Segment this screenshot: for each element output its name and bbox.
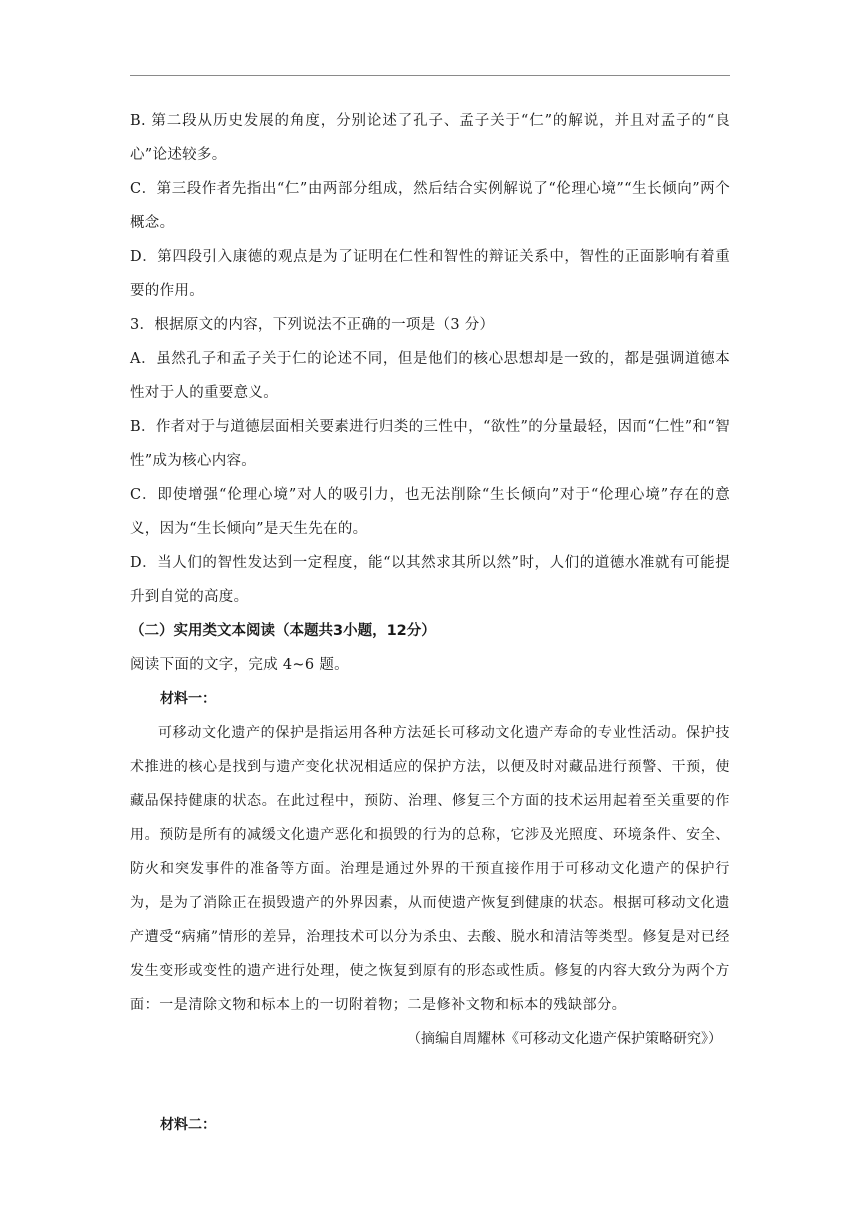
option-c-q2: C．第三段作者先指出“仁”由两部分组成，然后结合实例解说了“伦理心境”“生长倾向”两个概念。 xyxy=(130,181,730,231)
option-d-q3: D．当人们的智性发达到一定程度，能“以其然求其所以然”时，人们的道德水准就有可能提升到自觉的高度。 xyxy=(130,555,730,605)
material-2-label: 材料二： xyxy=(160,1117,216,1133)
material-1-label: 材料一： xyxy=(160,691,216,707)
page-content xyxy=(130,104,730,1142)
option-b-q2: B. 第二段从历史发展的角度，分别论述了孔子、孟子关于“仁”的解说，并且对孟子的“良心”论述较多。 xyxy=(130,113,730,163)
question-3-stem: 3．根据原文的内容，下列说法不正确的一项是（3 分） xyxy=(130,317,495,333)
header-rule xyxy=(130,75,730,76)
option-c-q3: C．即使增强“伦理心境”对人的吸引力，也无法削除“生长倾向”对于“伦理心境”存在的意义，因为“生长倾向”是天生先在的。 xyxy=(130,487,730,537)
option-d-q2: D．第四段引入康德的观点是为了证明在仁性和智性的辩证关系中，智性的正面影响有着重要的作用。 xyxy=(130,249,730,299)
section-title: （二）实用类文本阅读（本题共3小题，12分） xyxy=(130,623,436,639)
material-1-text: 可移动文化遗产的保护是指运用各种方法延长可移动文化遗产寿命的专业性活动。保护技术推进的核心是找到与遗产变化状况相适应的保护方法，以便及时对藏品进行预警、干预，使藏品保持健康的状态。在此过程中，预防、治理、修复三个方面的技术运用起着至关重要的作用。预防是所有的减缓文化遗产恶化和损毁的行为的总称，它涉及光照度、环境条件、安全、防火和突发事件的准备等方面。治理是通过外界的干预直接作用于可移动文化遗产的保护行为，是为了消除正在损毁遗产的外界因素，从而使遗产恢复到健康的状态。根据可移动文化遗产遭受“病痛”情形的差异，治理技术可以分为杀虫、去酸、脱水和清洁等类型。修复是对已经发生变形或变性的遗产进行处理，使之恢复到原有的形态或性质。修复的内容大致分为两个方面：一是清除文物和标本上的一切附着物；二是修补文物和标本的残缺部分。 xyxy=(130,725,730,1013)
option-a-q3: A．虽然孔子和孟子关于仁的论述不同，但是他们的核心思想却是一致的，都是强调道德本性对于人的重要意义。 xyxy=(130,351,730,401)
spacer xyxy=(130,1056,730,1108)
option-b-q3: B．作者对于与道德层面相关要素进行归类的三性中，“欲性”的分量最轻，因而“仁性”和“智性”成为核心内容。 xyxy=(130,419,730,469)
section-instruction: 阅读下面的文字，完成 4~6 题。 xyxy=(130,657,349,673)
material-1-source: （摘编自周耀林《可移动文化遗产保护策略研究》） xyxy=(407,1031,722,1047)
